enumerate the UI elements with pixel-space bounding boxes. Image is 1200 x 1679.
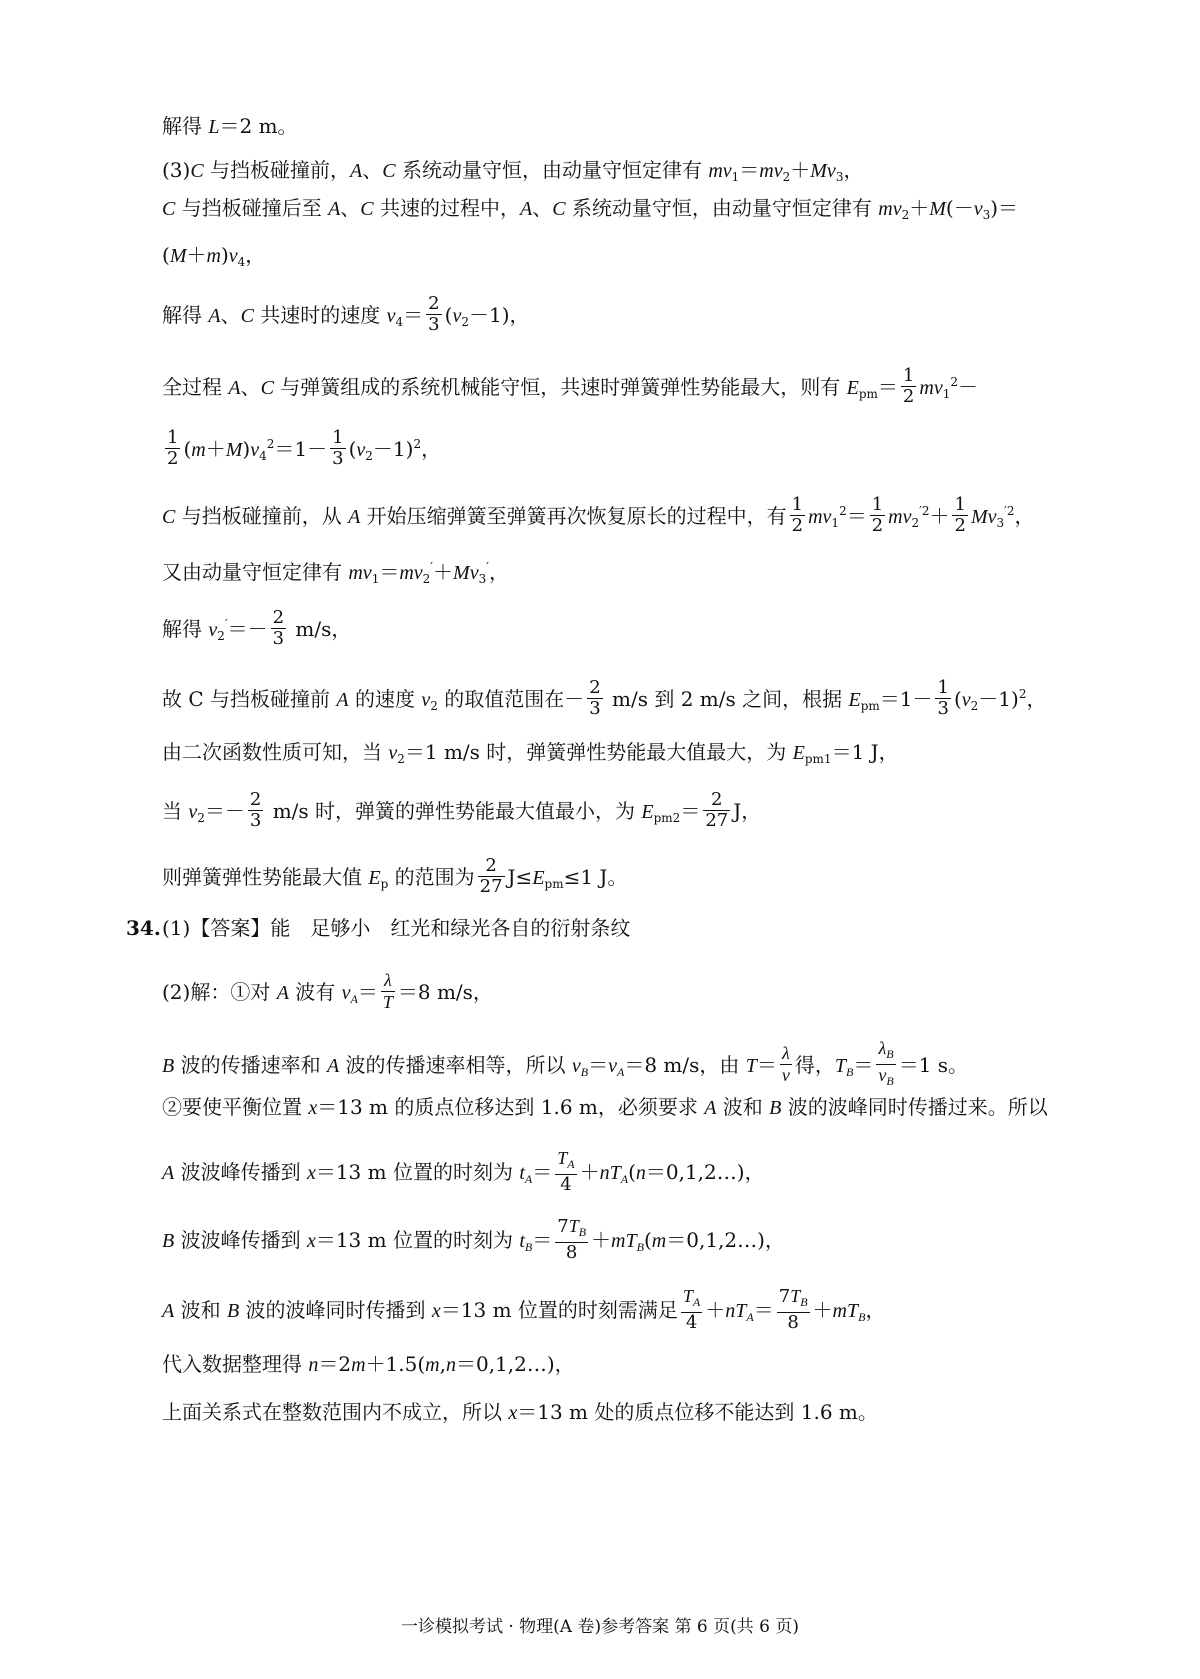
line-l16: B 波的传播速率和 A 波的传播速率相等，所以 $v_B=v_A=8$ m/s，由 T＝ $\frac{\lambda}{v}$ 得，$T_B=$ $\frac{\lambda_B}{v_B}$ ＝1 s。: [162, 1040, 1110, 1093]
line-l15: (2)解：①对 A 波有 $v_A=$ $\frac{\lambda}{T}$ ＝8 m/s，: [162, 970, 493, 1012]
line-l14: (1)【答案】能 足够小 红光和绿光各自的衍射条纹: [162, 916, 631, 940]
line-l12: 当 $v_2=-$ $\frac{2}{3}$ m/s 时，弹簧的弹性势能最大值最小，为 $E_{pm2}=$ $\frac{2}{27}$ J，: [162, 789, 762, 831]
line-l22: 上面关系式在整数范围内不成立，所以 x＝13 m 处的质点位移不能达到 1.6 m。: [162, 1400, 878, 1424]
line-l11: 由二次函数性质可知，当 $v_2=1$ m/s 时，弹簧弹性势能最大值最大，为 $E_{pm1}=1$ J，: [162, 740, 899, 766]
line-l18: A 波波峰传播到 x＝13 m 位置的时刻为 $t_A=$ $\frac{T_A}{4}$ $+nT_A(n=0,1,2\dots)$，: [162, 1148, 765, 1195]
line-l1: 解得 L＝2 m。: [162, 114, 298, 138]
question-number-34: 34.: [126, 916, 161, 940]
line-l10: 故 C 与挡板碰撞前 A 的速度 $v_2$ 的取值范围在－ $\frac{2}{3}$ m/s 到 2 m/s 之间，根据 $E_{pm}=1-$ $\frac{1}{3}$ $(v_2-1)^2$，: [162, 677, 1047, 719]
line-l17: ②要使平衡位置 x＝13 m 的质点位移达到 1.6 m，必须要求 A 波和 B 波的波峰同时传播过来。所以: [162, 1095, 1048, 1119]
line-l3: C 与挡板碰撞后至 A、C 共速的过程中，A、C 系统动量守恒，由动量守恒定律有 $mv_2+M(-v_3)=$ $(M+m)v_4$，: [162, 196, 1019, 269]
line-l21: 代入数据整理得 n＝2m＋1.5(m,n＝0,1,2…)，: [162, 1352, 575, 1376]
line-l20: A 波和 B 波的波峰同时传播到 x＝13 m 位置的时刻需满足 $\frac{T_A}{4}$ $+nT_A=$ $\frac{7T_B}{8}$ $+mT_B$，: [162, 1286, 886, 1333]
line-l9: 解得 $v_2'=-$ $\frac{2}{3}$ m/s，: [162, 607, 352, 649]
line-l7: C 与挡板碰撞前，从 A 开始压缩弹簧至弹簧再次恢复原长的过程中，有 $\frac{1}{2}$ $mv_1^2=$ $\frac{1}{2}$ $mv_2^{'2}+$ $\frac{1}{2}$ $Mv_3^{'2}$，: [162, 494, 1035, 536]
line-l4: 解得 A、C 共速时的速度 $v_4=$ $\frac{2}{3}$ $(v_2-1)$，: [162, 293, 530, 335]
line-l5: 全过程 A、C 与弹簧组成的系统机械能守恒，共速时弹簧弹性势能最大，则有 $E_{pm}=$ $\frac{1}{2}$ $mv_1^2-$: [162, 365, 978, 407]
line-l6: $\frac{1}{2}$ $(m+M)v_4^2=1-$ $\frac{1}{3}$ $(v_2-1)^2$，: [167, 427, 442, 469]
line-l8: 又由动量守恒定律有 $mv_1=mv_2'+Mv_3'$，: [162, 560, 509, 586]
line-l19: B 波波峰传播到 x＝13 m 位置的时刻为 $t_B=$ $\frac{7T_B}{8}$ $+mT_B(m=0,1,2\dots)$，: [162, 1216, 785, 1263]
line-l13: 则弹簧弹性势能最大值 $E_p$ 的范围为 $\frac{2}{27}$ $J\le E_{pm}\le 1$ J。: [162, 855, 628, 897]
line-l2: (3)C 与挡板碰撞前，A、C 系统动量守恒，由动量守恒定律有 $mv_1=mv_2+Mv_3$，: [162, 158, 864, 184]
page-footer: 一诊模拟考试 · 物理(A 卷)参考答案 第 6 页(共 6 页): [400, 1617, 800, 1637]
